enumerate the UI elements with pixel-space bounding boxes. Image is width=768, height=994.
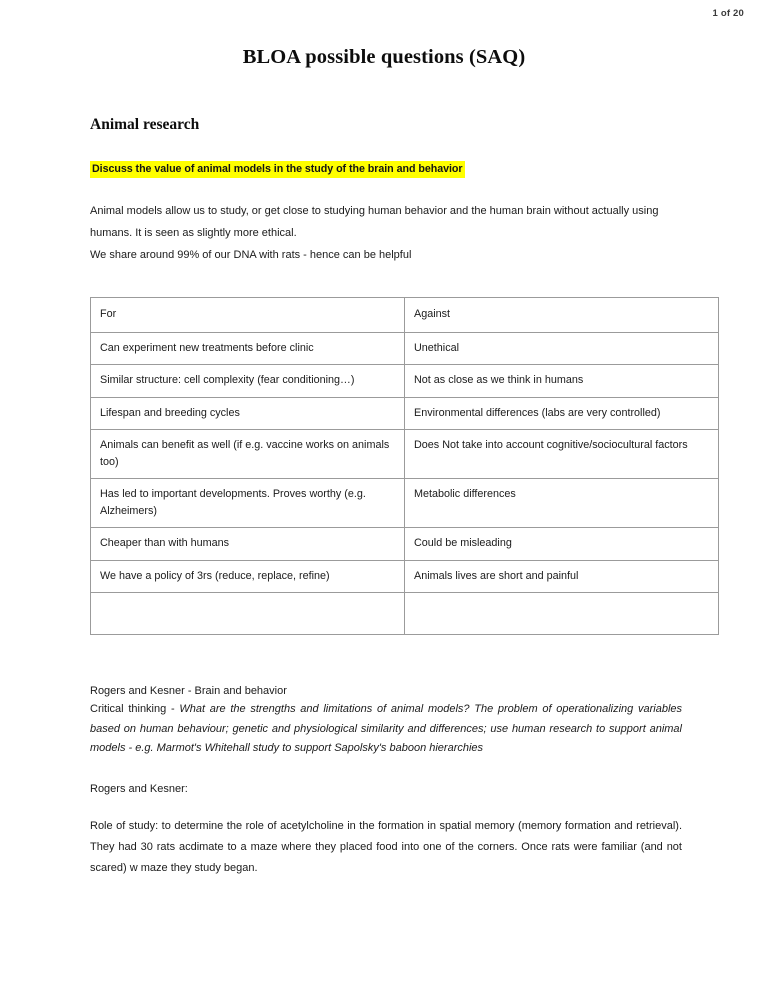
table-cell-for: Similar structure: cell complexity (fear conditioning…) [91, 365, 405, 398]
table-body [91, 298, 719, 635]
page-title: BLOA possible questions (SAQ) [242, 46, 526, 68]
table-row [91, 332, 719, 365]
table-cell-against: Environmental differences (labs are very controlled) [405, 397, 719, 430]
study-reference-block [90, 682, 682, 759]
table-row [91, 397, 719, 430]
study-role-text-last: were familiar (and not scared) w maze they study began. [90, 841, 682, 874]
table-row [91, 560, 719, 593]
table-header-row [91, 298, 719, 333]
table-row-empty [91, 593, 719, 635]
table-cell-for: Has led to important developments. Proves worthy (e.g. Alzheimers) [91, 479, 405, 528]
intro-paragraph [90, 200, 682, 266]
table-row [91, 430, 719, 479]
table-cell-for [91, 593, 405, 635]
table-row [91, 365, 719, 398]
table-cell-against: Could be misleading [405, 528, 719, 561]
study-role-paragraph [90, 816, 682, 879]
intro-line-2: We share around 99% of our DNA with rats - hence can be helpful [90, 249, 412, 261]
page-indicator: 1 of 20 [712, 8, 744, 19]
study-heading: Rogers and Kesner - Brain and behavior [90, 685, 287, 697]
table-cell-for: Lifespan and breeding cycles [91, 397, 405, 430]
pros-cons-table [90, 297, 719, 635]
highlighted-question: Discuss the value of animal models in the study of the brain and behavior [90, 161, 465, 178]
study-subheading: Rogers and Kesner: [90, 783, 188, 795]
table-cell-against: Unethical [405, 332, 719, 365]
table-row [91, 528, 719, 561]
study-role-text: Role of study: to determine the role of acetylcholine in the formation in spatial memory (memory formation and retrieval). They had 30 rats acdimate to a maze where they placed food into one of the corners. Once rats [90, 820, 682, 853]
section-heading-animal-research: Animal research [90, 116, 200, 133]
critical-thinking-paragraph [90, 700, 682, 759]
table-header-against: Against [405, 298, 719, 333]
table-cell-against: Metabolic differences [405, 479, 719, 528]
table-cell-against: Animals lives are short and painful [405, 560, 719, 593]
intro-line-1: Animal models allow us to study, or get close to studying human behavior and the human brain without actually using humans. It is seen as slightly more ethical. [90, 205, 659, 239]
table-cell-against: Not as close as we think in humans [405, 365, 719, 398]
table-cell-for: Cheaper than with humans [91, 528, 405, 561]
table-cell-against: Does Not take into account cognitive/sociocultural factors [405, 430, 719, 479]
table-cell-for: Can experiment new treatments before clinic [91, 332, 405, 365]
table-header-for: For [91, 298, 405, 333]
critical-thinking-label: Critical thinking - [90, 703, 180, 715]
table-cell-against [405, 593, 719, 635]
table-cell-for: Animals can benefit as well (if e.g. vaccine works on animals too) [91, 430, 405, 479]
table-cell-for: We have a policy of 3rs (reduce, replace, refine) [91, 560, 405, 593]
table-row [91, 479, 719, 528]
critical-thinking-body: What are the strengths and limitations of animal models? The problem of operationalizing variables based on human behaviour; genetic and physiological similarity and differences; use human research to support animal models - e.g. Marmot's Whitehall study to support Sapolsky's baboon hierarchies [90, 703, 683, 754]
